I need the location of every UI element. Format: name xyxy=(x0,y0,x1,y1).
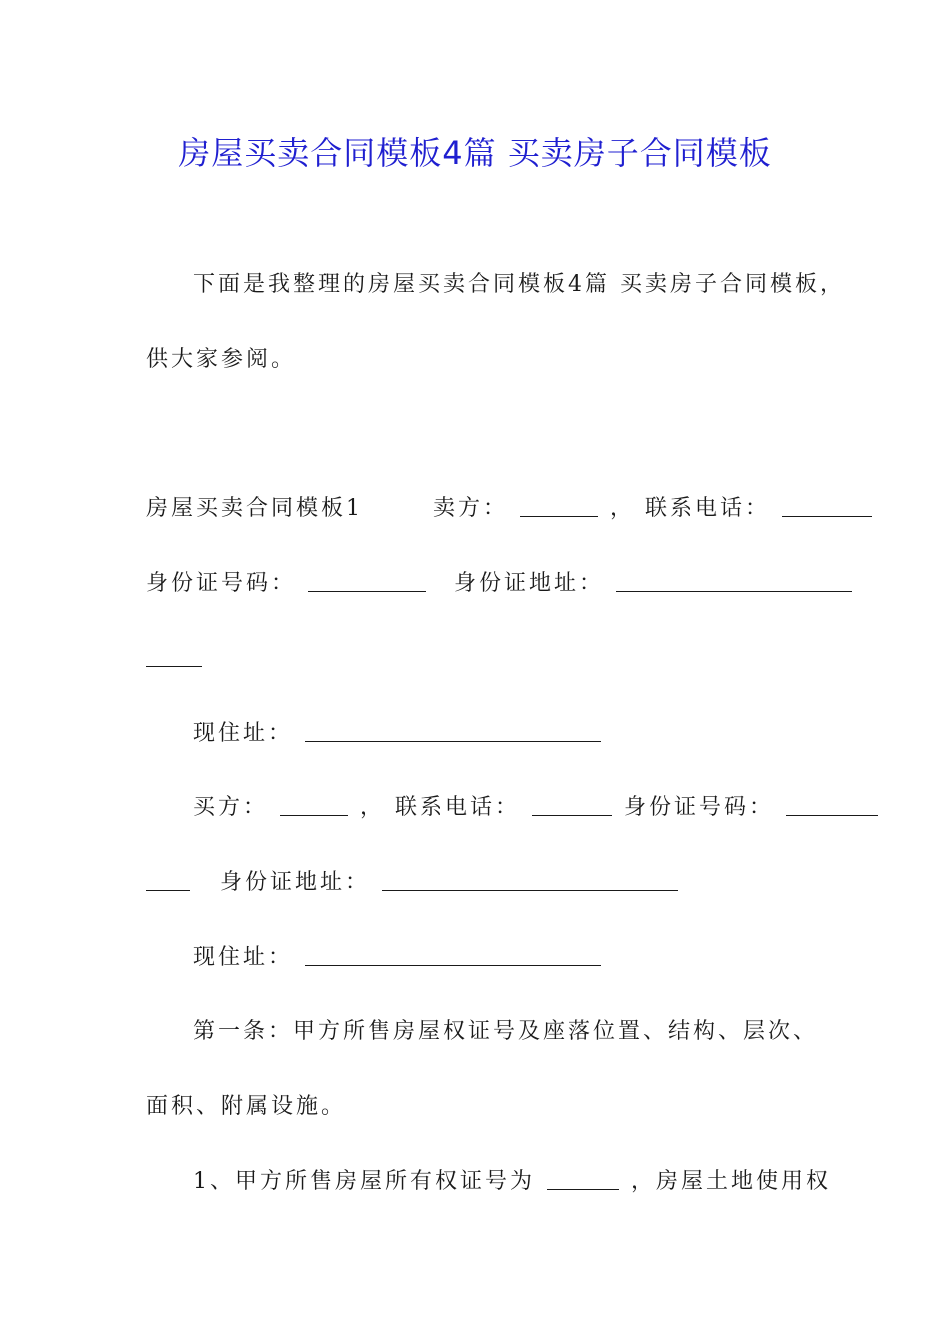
buyer-phone-blank[interactable] xyxy=(532,795,612,816)
seller-phone-label: 联系电话： xyxy=(645,496,771,521)
item-1-suffix: ，房屋土地使用权 xyxy=(631,1169,832,1194)
buyer-id-address-line xyxy=(146,868,680,898)
article-1-line-1: 第一条：甲方所售房屋权证号及座落位置、结构、层次、 xyxy=(193,1019,819,1044)
document-title: 房屋买卖合同模板4篇 买卖房子合同模板 xyxy=(178,134,772,172)
buyer-name-blank[interactable] xyxy=(280,795,348,816)
seller-id-address-blank[interactable] xyxy=(616,571,852,592)
buyer-line xyxy=(193,793,880,823)
seller-name-blank[interactable] xyxy=(520,496,598,517)
seller-id-number-blank[interactable] xyxy=(308,571,426,592)
buyer-current-address-blank[interactable] xyxy=(305,945,601,966)
buyer-label: 买方： xyxy=(193,795,269,820)
buyer-id-number-blank[interactable] xyxy=(786,795,878,816)
seller-current-address-blank[interactable] xyxy=(305,721,601,742)
intro-paragraph-line-1: 下面是我整理的房屋买卖合同模板4篇 买卖房子合同模板， xyxy=(193,272,845,297)
buyer-current-address-label: 现住址： xyxy=(193,945,294,970)
seller-id-number-label: 身份证号码： xyxy=(146,571,297,596)
item-1-prefix: 1、甲方所售房屋所有权证号为 xyxy=(193,1169,535,1194)
section-heading: 房屋买卖合同模板1 xyxy=(146,496,363,521)
intro-paragraph-line-2: 供大家参阅。 xyxy=(146,347,297,372)
seller-label: 卖方： xyxy=(433,496,509,521)
seller-id-address-label: 身份证地址： xyxy=(454,571,605,596)
seller-id-line xyxy=(146,569,854,599)
seller-id-address-blank-continued[interactable] xyxy=(146,646,202,667)
buyer-id-number-blank-continued[interactable] xyxy=(146,870,190,891)
buyer-id-address-label: 身份证地址： xyxy=(220,870,371,895)
article-1-line-2: 面积、附属设施。 xyxy=(146,1094,347,1119)
buyer-phone-label: 联系电话： xyxy=(395,795,521,820)
buyer-id-number-label: 身份证号码： xyxy=(624,795,775,820)
property-certificate-number-blank[interactable] xyxy=(547,1169,619,1190)
buyer-id-address-blank[interactable] xyxy=(382,870,678,891)
comma: ， xyxy=(610,496,636,521)
seller-line xyxy=(146,494,808,524)
seller-current-address-label: 现住址： xyxy=(193,721,294,746)
buyer-current-address-line xyxy=(193,943,603,973)
comma: ， xyxy=(360,795,386,820)
item-1-line xyxy=(193,1167,831,1197)
seller-id-address-continuation xyxy=(146,644,204,674)
seller-current-address-line xyxy=(193,719,603,749)
seller-phone-blank[interactable] xyxy=(782,496,872,517)
